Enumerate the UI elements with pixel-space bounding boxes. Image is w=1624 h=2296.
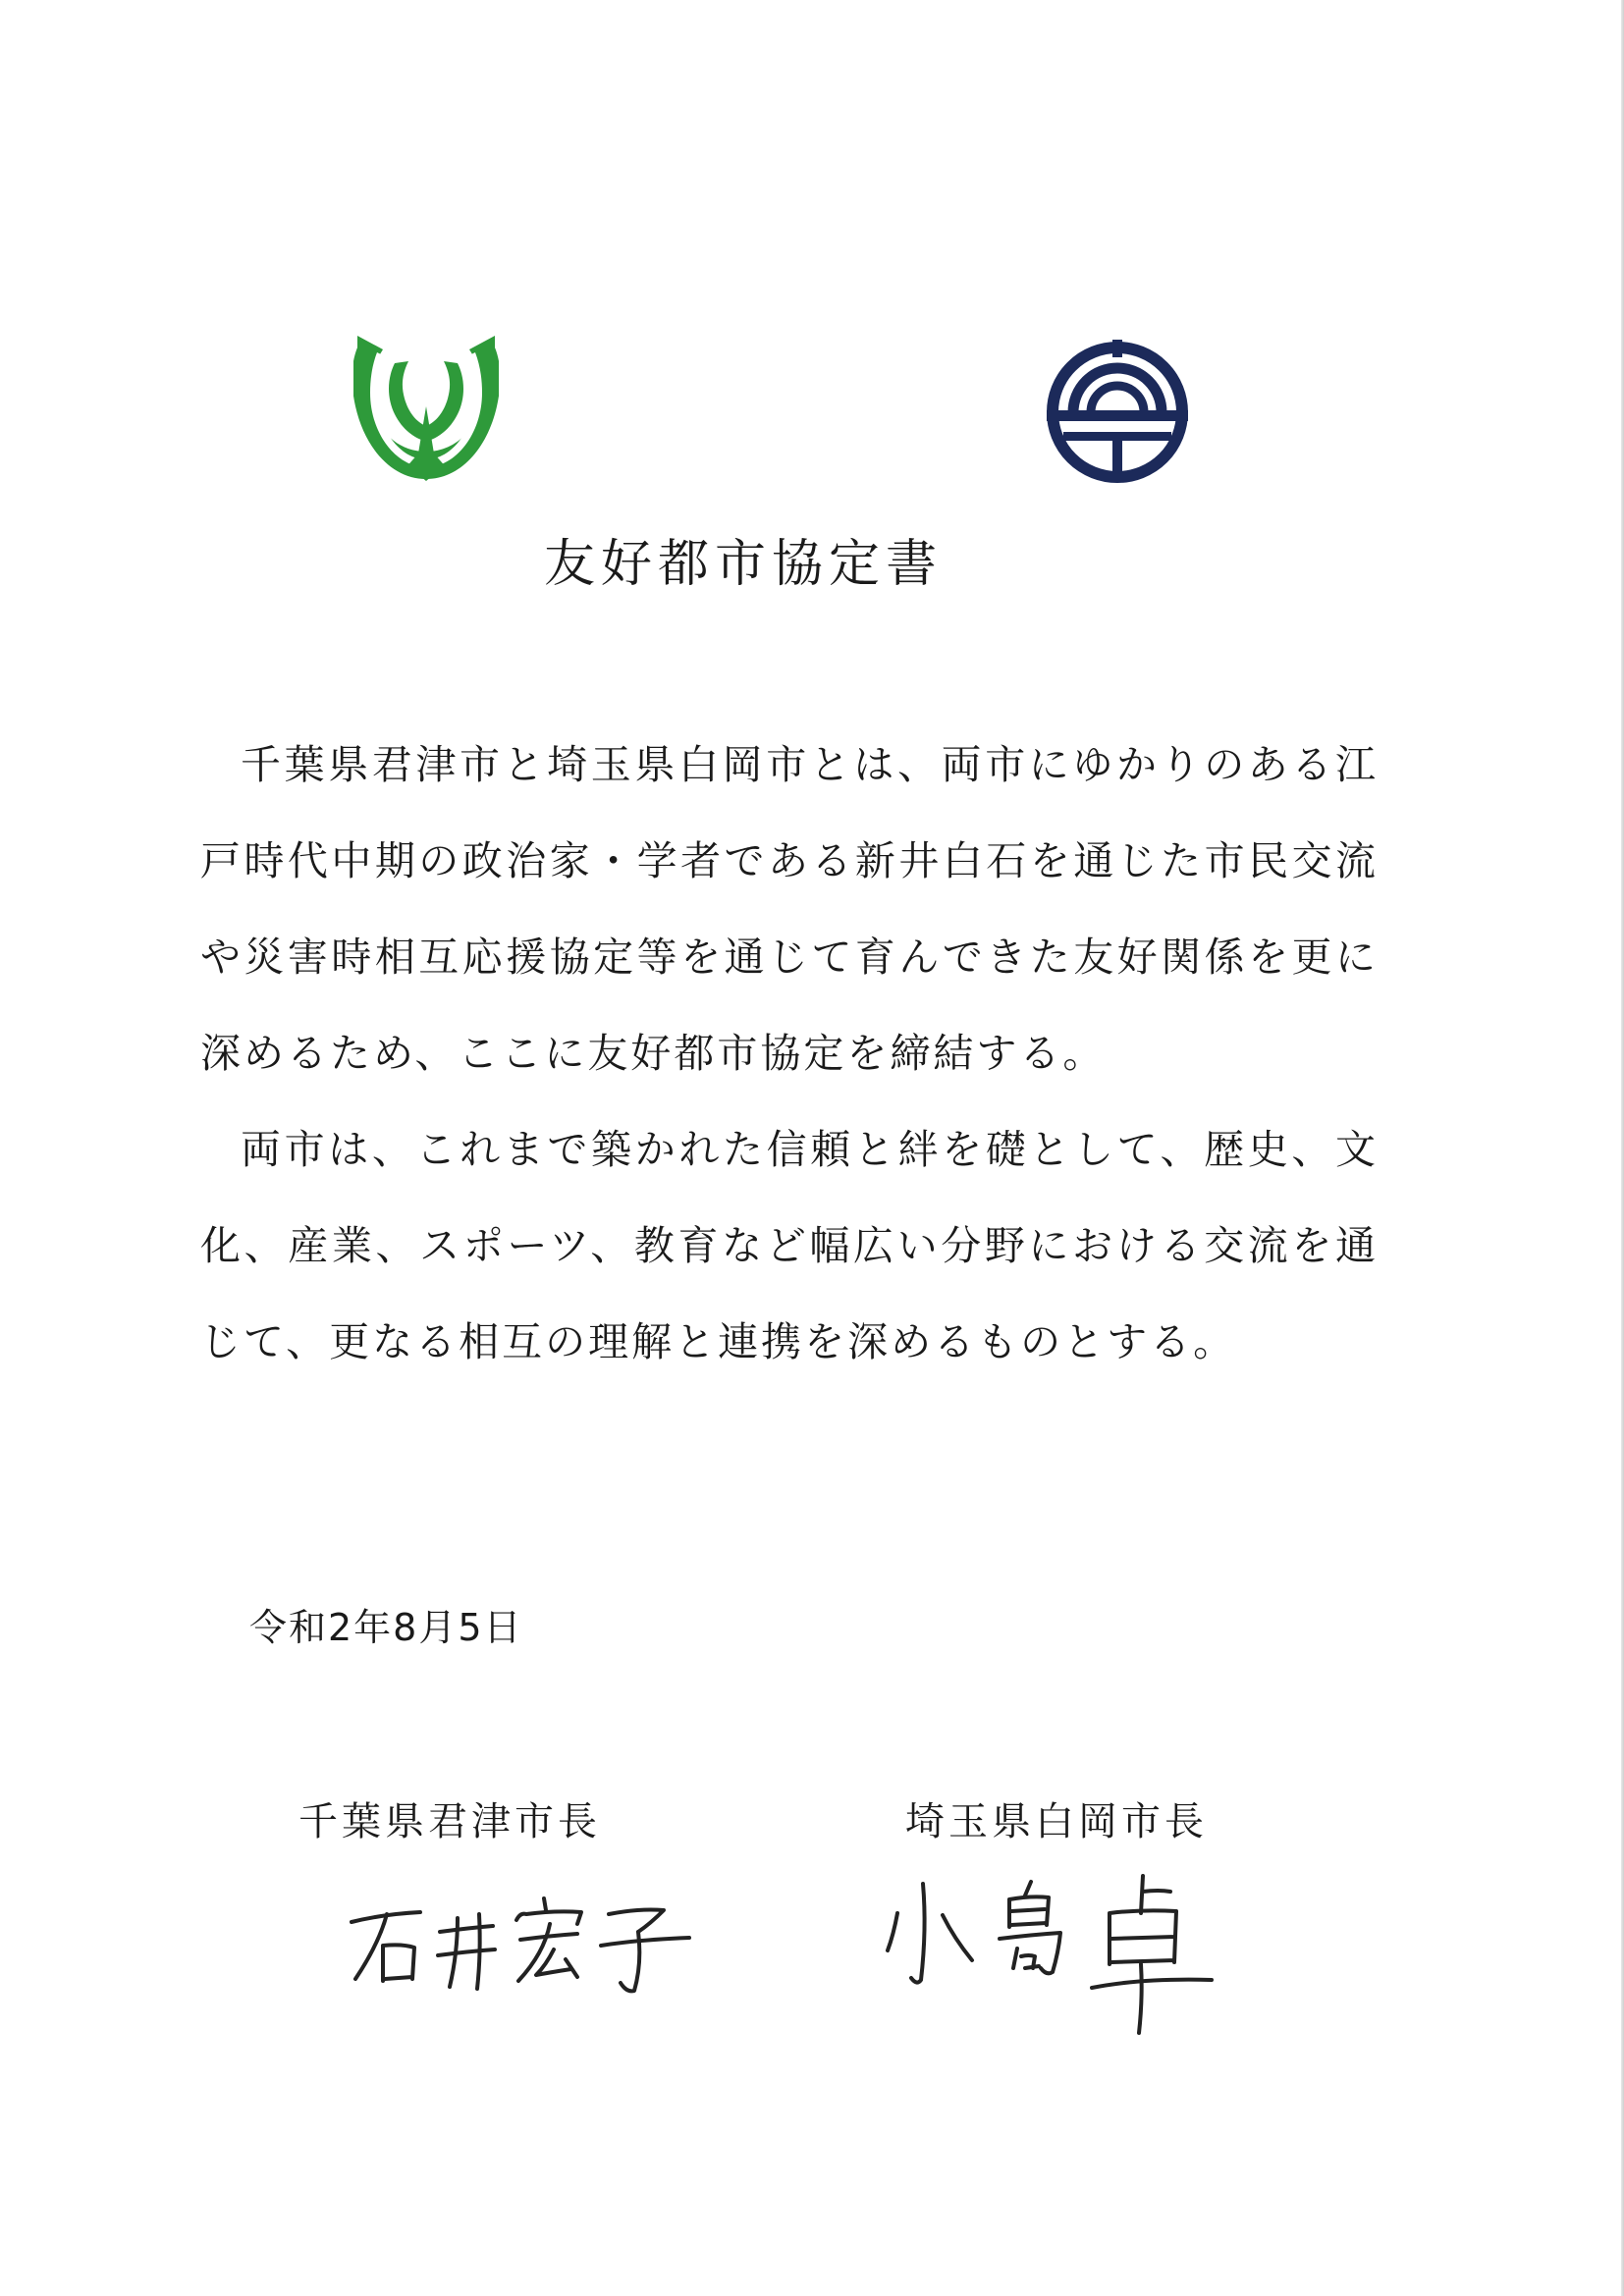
kimitsu-city-emblem-icon [353, 334, 499, 485]
signature-kojima-taku [884, 1870, 1237, 2037]
agreement-body [200, 717, 1379, 1390]
signatory-title-kimitsu: 千葉県君津市長 [298, 1799, 601, 1844]
signature-ishii-hiroko [344, 1885, 697, 2002]
shiraoka-city-emblem-icon [1044, 334, 1191, 486]
document-title: 友好都市協定書 [543, 535, 943, 594]
agreement-paragraph-1: 千葉県君津市と埼玉県白岡市とは、両市にゆかりのある江戸時代中期の政治家・学者である新井白石を通じた市民交流や災害時相互応援協定等を通じて育んできた友好関係を更に深めるため、ここに友好都市協定を締結する。 [200, 741, 1379, 1077]
agreement-paragraph-2: 両市は、これまで築かれた信頼と絆を礎として、歴史、文化、産業、スポーツ、教育など幅広い分野における交流を通じて、更なる相互の理解と連携を深めるものとする。 [200, 1126, 1379, 1365]
agreement-date: 令和2年8月5日 [249, 1606, 523, 1649]
signatory-title-shiraoka: 埼玉県白岡市長 [905, 1799, 1208, 1844]
